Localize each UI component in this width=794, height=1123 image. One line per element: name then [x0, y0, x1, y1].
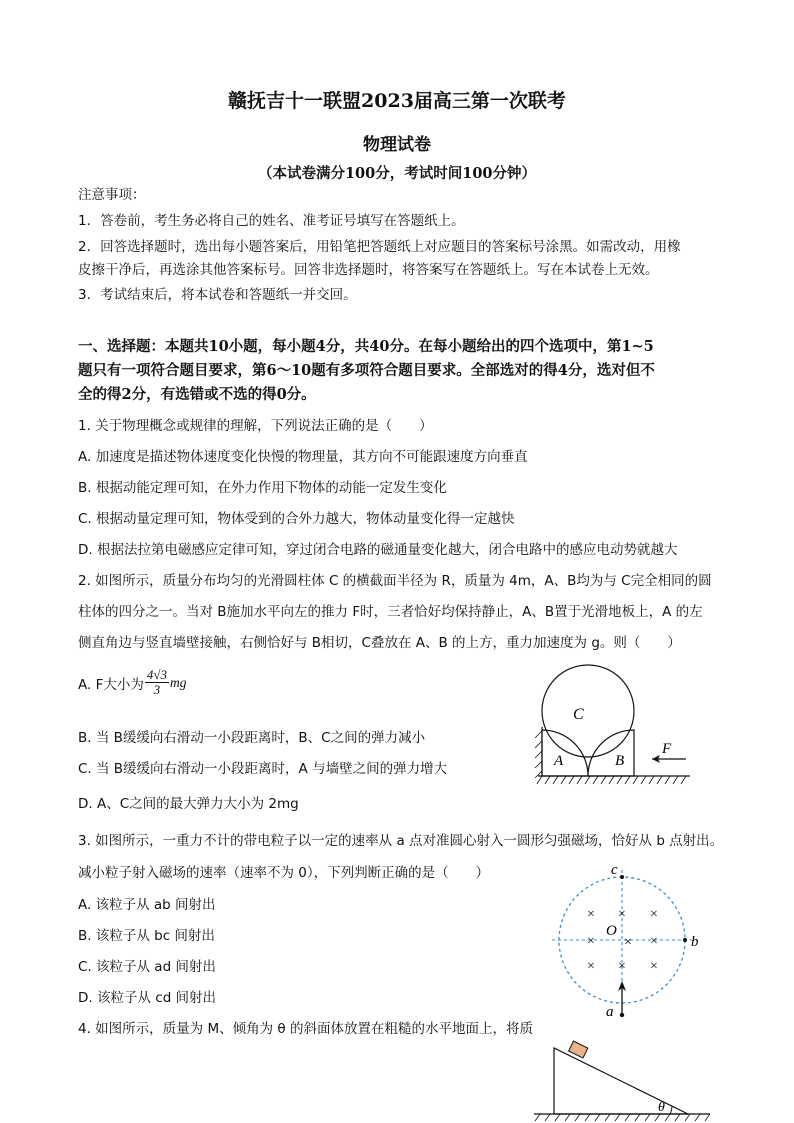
question-option: C. 该粒子从 ad 间射出: [78, 959, 216, 975]
section-heading: 一、选择题：本题共10小题，每小题4分，共40分。在每小题给出的四个选项中，第1~5: [78, 338, 654, 355]
label-c: C: [573, 706, 584, 723]
cross-mark: ×: [650, 934, 658, 949]
question-option: D. 根据法拉第电磁感应定律可知，穿过闭合电路的磁通量变化越大，闭合电路中的感应电动势就越大: [78, 542, 678, 558]
question-option: B. 当 B缓缓向右滑动一小段距离时，B、C之间的弹力减小: [78, 730, 426, 746]
notice-item: 3．考试结束后，将本试卷和答题纸一并交回。: [78, 287, 357, 303]
notice-item: 皮擦干净后，再选涂其他答案标号。回答非选择题时，将答案写在答题纸上。写在本试卷上无效。: [78, 262, 659, 278]
question-option: D. A、C之间的最大弹力大小为 2mg: [78, 796, 299, 812]
cross-mark: ×: [587, 959, 595, 974]
fraction: [145, 668, 169, 697]
label-theta: θ: [658, 1100, 665, 1115]
label-b: B: [615, 753, 625, 769]
question-option: B. 该粒子从 bc 间射出: [78, 928, 215, 944]
notice-item: 1．答卷前，考生务必将自己的姓名、准考证号填写在答题纸上。: [78, 213, 465, 229]
label-a: A: [554, 753, 564, 769]
question-option: A. 该粒子从 ab 间射出: [78, 897, 216, 913]
question-stem: 柱体的四分之一。当对 B施加水平向左的推力 F时，三者恰好均保持静止，A、B置于光滑地板上，A 的左: [78, 604, 703, 620]
cross-mark: ×: [618, 907, 626, 922]
magnetic-field-figure: [548, 860, 708, 1024]
question-stem: 1. 关于物理概念或规律的理解，下列说法正确的是（ ）: [78, 418, 433, 434]
cylinder-figure: [528, 655, 698, 793]
cross-mark: ×: [650, 907, 658, 922]
question-option: [78, 668, 187, 697]
cross-mark: ×: [624, 935, 632, 950]
label-b: b: [691, 934, 699, 950]
incline-figure: [530, 1040, 720, 1123]
question-option: D. 该粒子从 cd 间射出: [78, 990, 217, 1006]
option-a-suffix: mg: [170, 674, 187, 690]
cross-mark: ×: [650, 959, 658, 974]
exam-title: 赣抚吉十一联盟2023届高三第一次联考: [228, 90, 566, 112]
question-stem: 3. 如图所示，一重力不计的带电粒子以一定的速率从 a 点对准圆心射入一圆形匀强磁场，恰好从 b 点射出。: [78, 833, 724, 849]
option-a-prefix: A. F大小为: [78, 676, 144, 693]
label-f: F: [662, 741, 672, 757]
question-option: B. 根据动能定理可知，在外力作用下物体的动能一定发生变化: [78, 480, 447, 496]
quarter-cylinder-a: [542, 730, 588, 776]
fraction-numerator: 4√3: [146, 667, 167, 682]
question-stem: 2. 如图所示，质量分布均匀的光滑圆柱体 C 的横截面半径为 R，质量为 4m，A、B均为与 C完全相同的圆: [78, 573, 712, 589]
notice-item: 2．回答选择题时，选出每小题答案后，用铅笔把答题纸上对应题目的答案标号涂黑。如需改动，用橡: [78, 239, 681, 255]
question-stem: 减小粒子射入磁场的速率（速率不为 0），下列判断正确的是（ ）: [78, 865, 490, 881]
section-heading: 题只有一项符合题目要求，第6～10题有多项符合题目要求。全部选对的得4分，选对但不: [78, 362, 655, 379]
question-option: A. 加速度是描述物体速度变化快慢的物理量，其方向不可能跟速度方向垂直: [78, 449, 528, 465]
incline-wedge: [554, 1048, 688, 1114]
section-heading: 全的得2分，有选错或不选的得0分。: [78, 386, 316, 403]
cross-mark: ×: [587, 907, 595, 922]
cross-mark: ×: [618, 959, 626, 974]
label-c: c: [611, 862, 618, 878]
question-stem: 侧直角边与竖直墙壁接触，右侧恰好与 B相切，C叠放在 A、B 的上方，重力加速度为 g。则（ ）: [78, 635, 681, 651]
label-o: O: [606, 923, 617, 939]
question-option: C. 根据动量定理可知，物体受到的合外力越大，物体动量变化得一定越快: [78, 511, 515, 527]
notice-heading: 注意事项：: [78, 187, 146, 203]
exam-info: （本试卷满分100分，考试时间100分钟）: [257, 165, 537, 182]
question-option: C. 当 B缓缓向右滑动一小段距离时，A 与墙壁之间的弹力增大: [78, 761, 448, 777]
exam-subject: 物理试卷: [363, 135, 431, 155]
cylinder-c: [542, 665, 634, 757]
fraction-denominator: 3: [153, 682, 161, 697]
block: [569, 1041, 588, 1058]
question-stem: 4. 如图所示，质量为 M、倾角为 θ 的斜面体放置在粗糙的水平地面上，将质: [78, 1021, 533, 1037]
cross-mark: ×: [587, 934, 595, 949]
quarter-cylinder-b: [588, 730, 634, 776]
label-a: a: [606, 1004, 614, 1020]
